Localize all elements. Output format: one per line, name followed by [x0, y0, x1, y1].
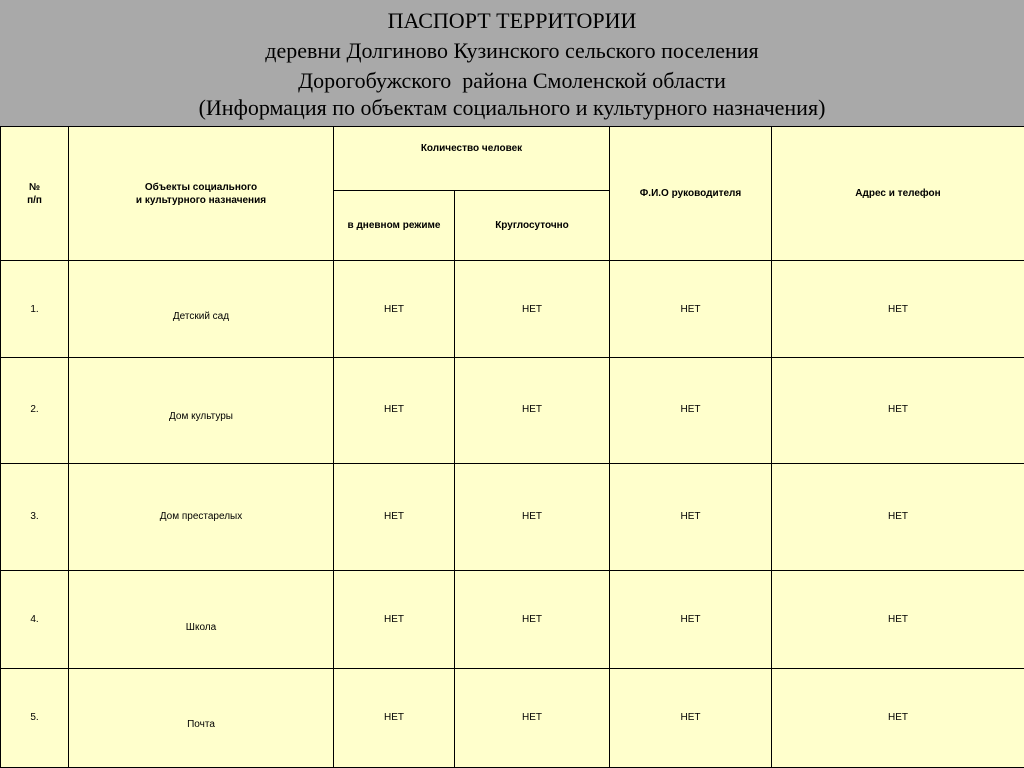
column-header-daytime: в дневном режиме — [334, 191, 455, 261]
table-row — [1, 668, 1024, 767]
row-address: НЕТ — [772, 261, 1024, 358]
column-header-objects-line1: Объекты социального — [144, 181, 258, 193]
document-title-block — [0, 0, 1024, 126]
row-address: НЕТ — [772, 463, 1024, 570]
row-round-the-clock: НЕТ — [455, 570, 610, 668]
table-row — [1, 261, 1024, 358]
row-round-the-clock: НЕТ — [455, 463, 610, 570]
column-header-number-line1: № — [28, 181, 41, 193]
column-header-address: Адрес и телефон — [772, 127, 1024, 261]
row-round-the-clock: НЕТ — [455, 261, 610, 358]
row-manager: НЕТ — [610, 570, 772, 668]
row-daytime: НЕТ — [334, 261, 455, 358]
column-header-number — [1, 127, 69, 261]
table-row — [1, 570, 1024, 668]
row-number: 1. — [1, 261, 69, 358]
row-round-the-clock: НЕТ — [455, 668, 610, 767]
table-row — [1, 358, 1024, 463]
row-object: Почта — [69, 668, 334, 767]
row-round-the-clock: НЕТ — [455, 358, 610, 463]
title-line-4: (Информация по объектам социального и культурного назначения) — [198, 95, 826, 120]
row-number: 4. — [1, 570, 69, 668]
column-header-people-count: Количество человек — [334, 127, 610, 191]
row-number: 5. — [1, 668, 69, 767]
row-address: НЕТ — [772, 570, 1024, 668]
column-header-number-line2: п/п — [27, 194, 42, 206]
column-header-objects-line2: и культурного назначения — [135, 194, 267, 206]
row-object: Школа — [69, 570, 334, 668]
row-daytime: НЕТ — [334, 668, 455, 767]
column-header-round-the-clock: Круглосуточно — [455, 191, 610, 261]
header-row-top — [1, 127, 1024, 191]
row-manager: НЕТ — [610, 668, 772, 767]
row-daytime: НЕТ — [334, 463, 455, 570]
row-object: Дом престарелых — [69, 463, 334, 570]
row-number: 3. — [1, 463, 69, 570]
row-address: НЕТ — [772, 358, 1024, 463]
territory-passport-table-container — [0, 126, 1024, 768]
row-manager: НЕТ — [610, 261, 772, 358]
row-daytime: НЕТ — [334, 358, 455, 463]
row-manager: НЕТ — [610, 463, 772, 570]
title-line-1: ПАСПОРТ ТЕРРИТОРИИ — [387, 8, 637, 33]
column-header-manager: Ф.И.О руководителя — [610, 127, 772, 261]
row-number: 2. — [1, 358, 69, 463]
row-object: Детский сад — [69, 261, 334, 358]
title-line-3: Дорогобужского района Смоленской области — [298, 68, 726, 93]
territory-passport-table — [0, 126, 1024, 768]
row-object: Дом культуры — [69, 358, 334, 463]
row-address: НЕТ — [772, 668, 1024, 767]
column-header-objects — [69, 127, 334, 261]
title-line-2: деревни Долгиново Кузинского сельского поселения — [265, 38, 759, 63]
table-row — [1, 463, 1024, 570]
row-daytime: НЕТ — [334, 570, 455, 668]
row-manager: НЕТ — [610, 358, 772, 463]
